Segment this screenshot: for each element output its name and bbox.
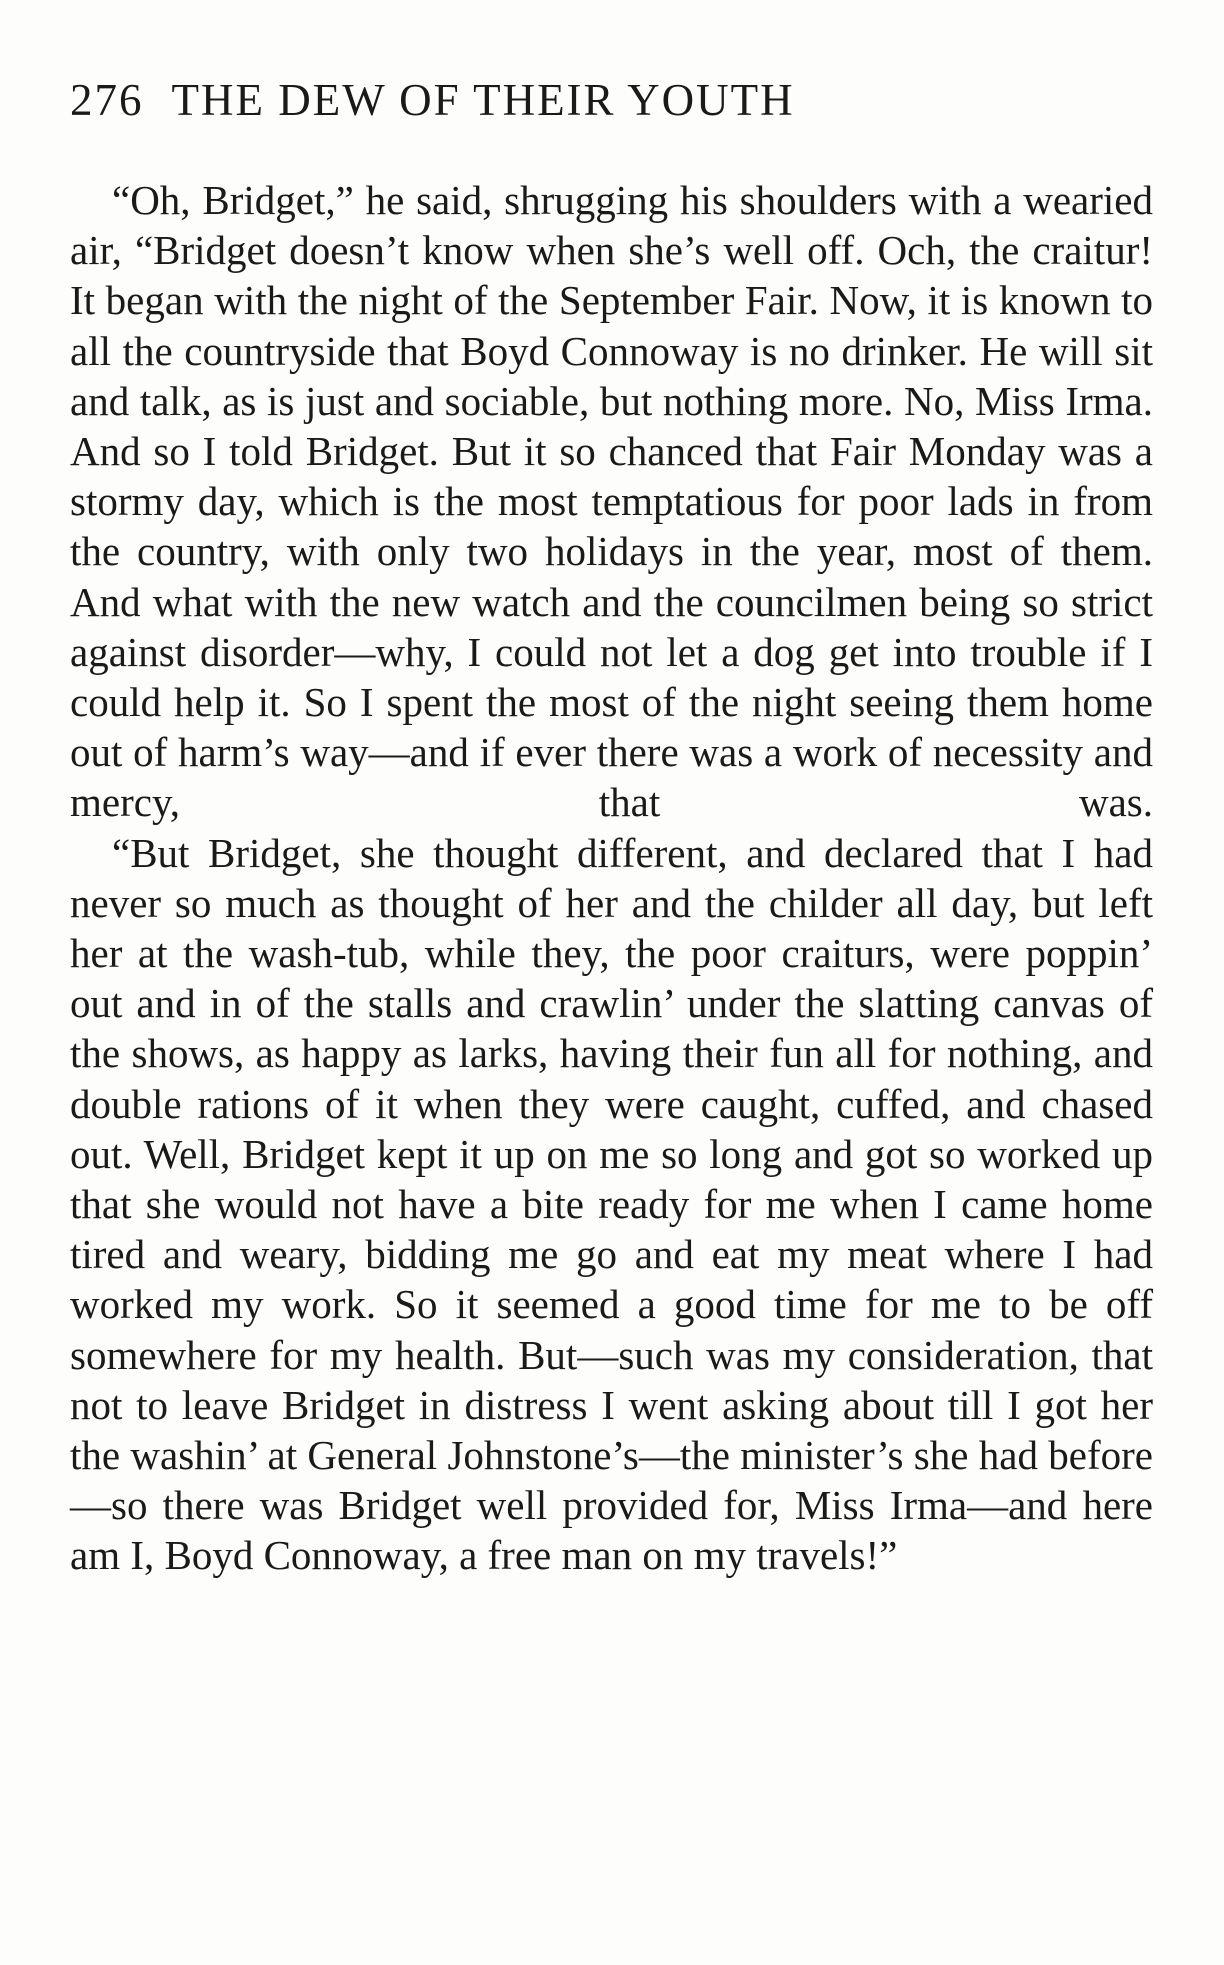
page-number: 276 [70,75,144,125]
running-title: THE DEW OF THEIR YOUTH [171,75,795,125]
running-head [70,70,1160,130]
paragraph: “Oh, Bridget,” he said, shrugging his shoulders with a wearied air, “Bridget doesn’t know when she’s well off. Och, the craitur! It began with the night of the September Fair. Now, it is known to all the countryside that Boyd Connoway is no drinker. He will sit and talk, as is just and sociable, but nothing more. No, Miss Irma. And so I told Bridget. But it so chanced that Fair Monday was a stormy day, which is the most temptatious for poor lads in from the country, with only two holidays in the year, most of them. And what with the new watch and the councilmen being so strict against disorder—why, I could not let a dog get into trouble if I could help it. So I spent the most of the night seeing them home out of harm’s way—and if ever there was a work of necessity and mercy, that was. [70,177,1153,826]
body-text [70,175,1153,1581]
paragraph: “But Bridget, she thought different, and declared that I had never so much as thought of her and the childer all day, but left her at the wash-tub, while they, the poor craiturs, were poppin’ out and in of the stalls and crawlin’ under the slatting canvas of the shows, as happy as larks, having their fun all for nothing, and double rations of it when they were caught, cuffed, and chased out. Well, Bridget kept it up on me so long and got so worked up that she would not have a bite ready for me when I came home tired and weary, bidding me go and eat my meat where I had worked my work. So it seemed a good time for me to be off somewhere for my health. But—such was my consideration, that not to leave Bridget in distress I went asking about till I got her the washin’ at General Johnstone’s—the minister’s she had before—so there was Bridget well provided for, Miss Irma—and here am I, Boyd Connoway, a free man on my travels!” [70,829,1153,1579]
